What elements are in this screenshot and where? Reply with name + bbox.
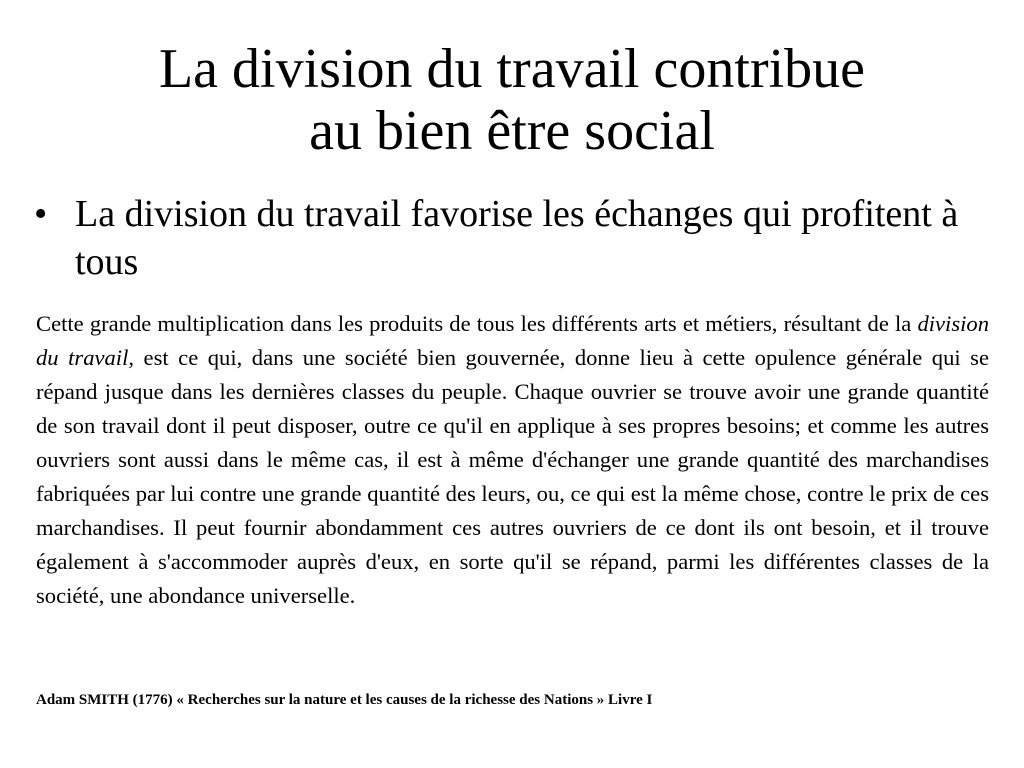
quote-text-part-1: Cette grande multiplication dans les produits de tous les différents arts et métiers, résultant de la: [36, 311, 918, 336]
bullet-point: [34, 190, 984, 286]
quote-paragraph: [36, 307, 989, 613]
title-line-1: La division du travail contribue: [158, 38, 866, 100]
slide-title: [0, 38, 1024, 162]
bullet-text: La division du travail favorise les échanges qui profitent à tous: [75, 193, 959, 283]
bullet-icon: •: [34, 193, 48, 235]
quote-italic-phrase: division du travail,: [36, 311, 989, 370]
source-citation: Adam SMITH (1776) « Recherches sur la nature et les causes de la richesse des Nations » Livre I: [36, 692, 653, 708]
title-line-2: au bien être social: [309, 100, 715, 162]
quote-text-part-2: est ce qui, dans une société bien gouvernée, donne lieu à cette opulence générale qui se répand jusque dans les dernières classes du peuple. Chaque ouvrier se trouve avoir une grande quantité de son travail dont il peut disposer, outre ce qu'il en applique à ses propres besoins; et comme les autres ouvriers sont aussi dans le même cas, il est à même d'échanger une grande quantité des marchandises fabriquées par lui contre une grande quantité des leurs, ou, ce qui est la même chose, contre le prix de ces marchandises. Il peut fournir abondamment ces autres ouvriers de ce dont ils ont besoin, et il trouve également à s'accommoder auprès d'eux, en sorte qu'il se répand, parmi les différentes classes de la société, une abondance universelle.: [36, 345, 989, 608]
